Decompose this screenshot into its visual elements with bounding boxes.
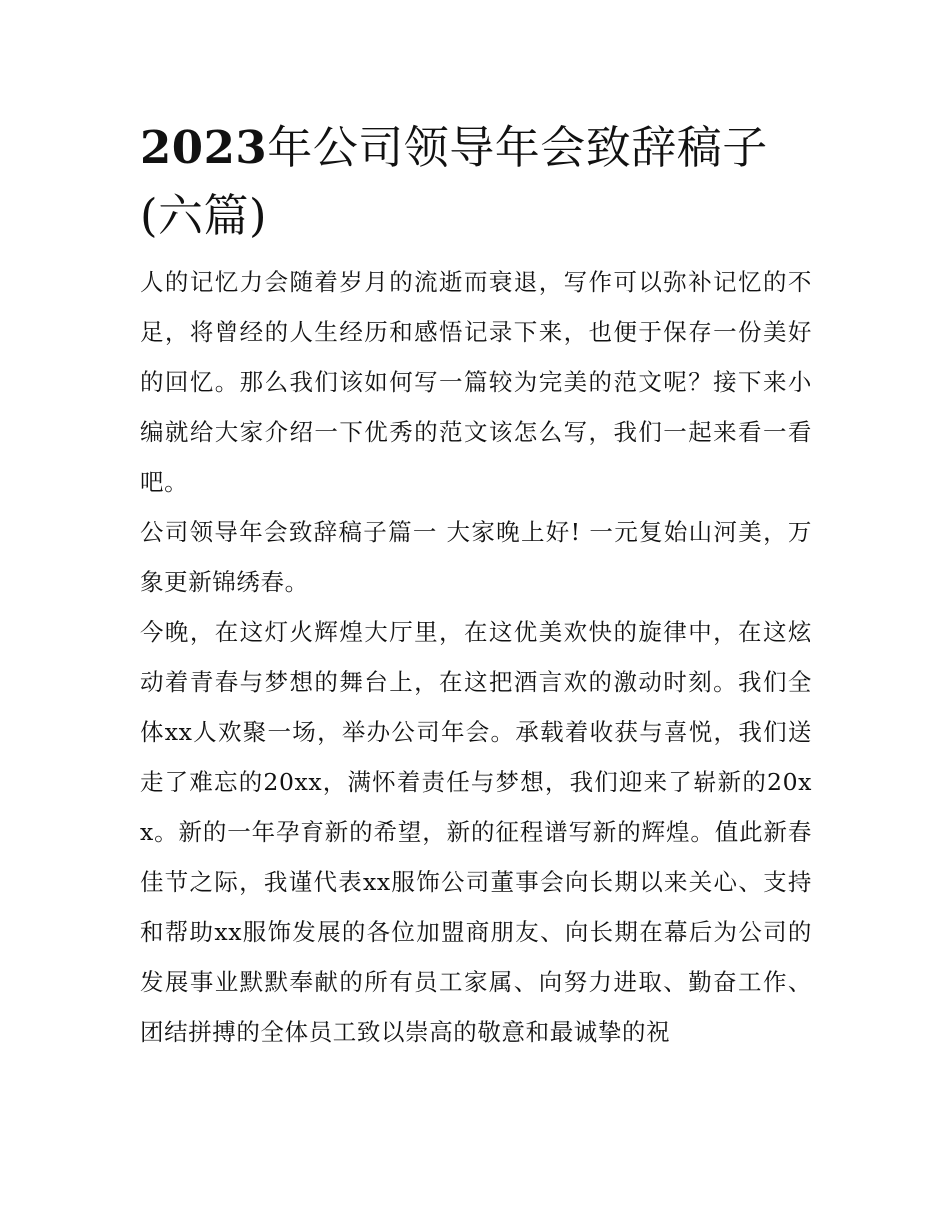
paragraph-heading-one: 公司领导年会致辞稿子篇一 大家晚上好! 一元复始山河美，万象更新锦绣春。 xyxy=(140,518,812,596)
document-title xyxy=(140,114,812,250)
paragraph-speech: 今晚，在这灯火辉煌大厅里，在这优美欢快的旋律中，在这炫动着青春与梦想的舞台上，在这把酒言欢的激动时刻。我们全体xx人欢聚一场，举办公司年会。承载着收获与喜悦，我们送走了难忘的20xx，满怀着责任与梦想，我们迎来了崭新的20xx。新的一年孕育新的希望，新的征程谱写新的辉煌。值此新春佳节之际，我谨代表xx服饰公司董事会向长期以来关心、支持和帮助xx服饰发展的各位加盟商朋友、向长期在幕后为公司的发展事业默默奉献的所有员工家属、向努力进取、勤奋工作、团结拼搏的全体员工致以崇高的敬意和最诚挚的祝 xyxy=(140,618,812,1046)
title-block xyxy=(140,114,812,250)
title-text: 年公司领导年会致辞稿子(六篇) xyxy=(140,121,768,242)
title-year: 2023 xyxy=(140,121,268,174)
document-content xyxy=(140,114,812,1057)
paragraph-intro: 人的记忆力会随着岁月的流逝而衰退，写作可以弥补记忆的不足，将曾经的人生经历和感悟记录下来，也便于保存一份美好的回忆。那么我们该如何写一篇较为完美的范文呢？接下来小编就给大家介绍一下优秀的范文该怎么写，我们一起来看一看吧。 xyxy=(140,268,812,496)
